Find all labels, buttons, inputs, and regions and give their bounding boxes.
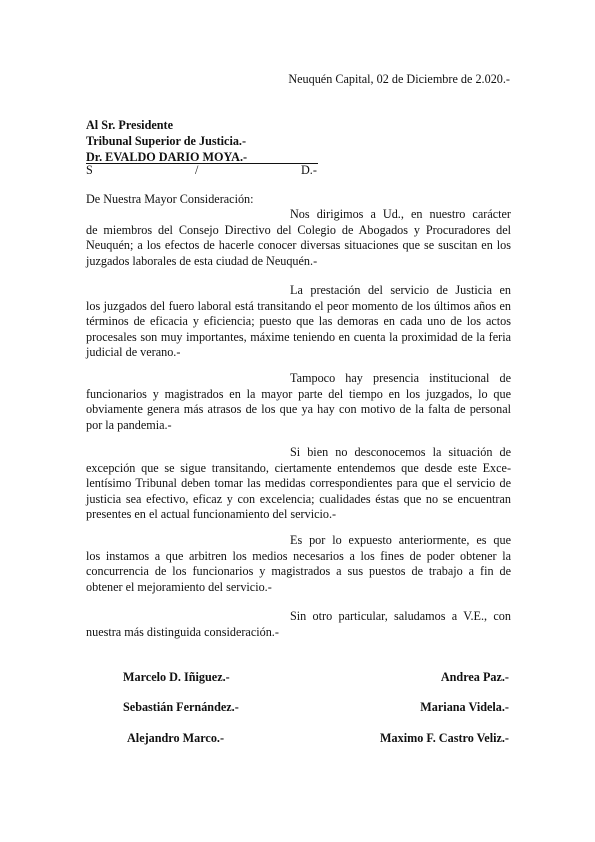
paragraph-first-line: Es por lo expuesto anteriormente, es que bbox=[290, 533, 511, 547]
paragraph-first-line: La prestación del servicio de Justicia en bbox=[290, 283, 511, 297]
d-mark: D.- bbox=[301, 163, 317, 177]
addressee-line: Dr. EVALDO DARIO MOYA.- bbox=[86, 150, 248, 164]
signature-name: Mariana Videla.- bbox=[420, 700, 509, 714]
paragraph-body: de miembros del Consejo Directivo del Colegio de Abogados y Procuradores del Neuquén; a los efectos de hacerle conocer diversas situaciones que se suscitan en los juzgados laborales de esta ciudad de Neuquén.- bbox=[86, 222, 511, 268]
addressee-line: Al Sr. Presidente bbox=[86, 118, 174, 132]
paragraph-body: los juzgados del fuero laboral está transitando el peor momento de los últimos años en términos de eficacia y eficiencia; puesto que las demoras en cada uno de los actos procesales son muy importantes, máxime teniendo en cuenta la proximidad de la feria judicial de verano.- bbox=[86, 298, 511, 360]
paragraph-first-line: Nos dirigimos a Ud., en nuestro carácter bbox=[290, 207, 511, 221]
paragraph bbox=[86, 283, 511, 361]
signature-name: Marcelo D. Iñiguez.- bbox=[123, 670, 230, 684]
date-line: Neuquén Capital, 02 de Diciembre de 2.020.- bbox=[288, 72, 510, 86]
paragraph bbox=[86, 609, 511, 640]
signature-name: Maximo F. Castro Veliz.- bbox=[380, 731, 509, 745]
paragraph bbox=[86, 445, 511, 523]
signature-name: Sebastián Fernández.- bbox=[123, 700, 239, 714]
signature-name: Andrea Paz.- bbox=[440, 670, 509, 684]
salutation-abbrev-line bbox=[86, 163, 318, 177]
addressee-block bbox=[86, 117, 247, 165]
slash-mark: / bbox=[195, 163, 199, 177]
signature-name: Alejandro Marco.- bbox=[127, 731, 225, 745]
paragraph-first-line: Tampoco hay presencia institucional de bbox=[290, 371, 511, 385]
paragraph-body: los instamos a que arbitren los medios necesarios a los fines de poder obtener la concurrencia de los funcionarios y magistrados a sus puestos de trabajo a fin de obtener el mejoramiento del servicio.- bbox=[86, 548, 511, 594]
paragraph-body: funcionarios y magistrados en la mayor parte del tiempo en los juzgados, lo que obviamente genera más atrasos de los que ya hay con motivo de la falta de personal por la pandemia.- bbox=[86, 386, 511, 432]
addressee-line: Tribunal Superior de Justicia.- bbox=[86, 134, 247, 148]
paragraph bbox=[86, 207, 511, 269]
salutation: De Nuestra Mayor Consideración: bbox=[86, 192, 254, 206]
paragraph bbox=[86, 371, 511, 433]
paragraph-body: nuestra más distinguida consideración.- bbox=[86, 624, 279, 639]
paragraph bbox=[86, 533, 511, 595]
paragraph-first-line: Si bien no desconocemos la situación de bbox=[290, 445, 511, 459]
s-mark: S bbox=[86, 163, 93, 177]
paragraph-body: excepción que se sigue transitando, ciertamente entendemos que desde este Excelentísimo Tribunal deben tomar las medidas correspondientes para que el servicio de justicia sea efectivo, eficaz y con excelencia; cualidades éstas que no se encuentran presentes en el actual funcionamiento del servicio.- bbox=[86, 460, 511, 522]
paragraph-first-line: Sin otro particular, saludamos a V.E., con bbox=[290, 609, 511, 623]
